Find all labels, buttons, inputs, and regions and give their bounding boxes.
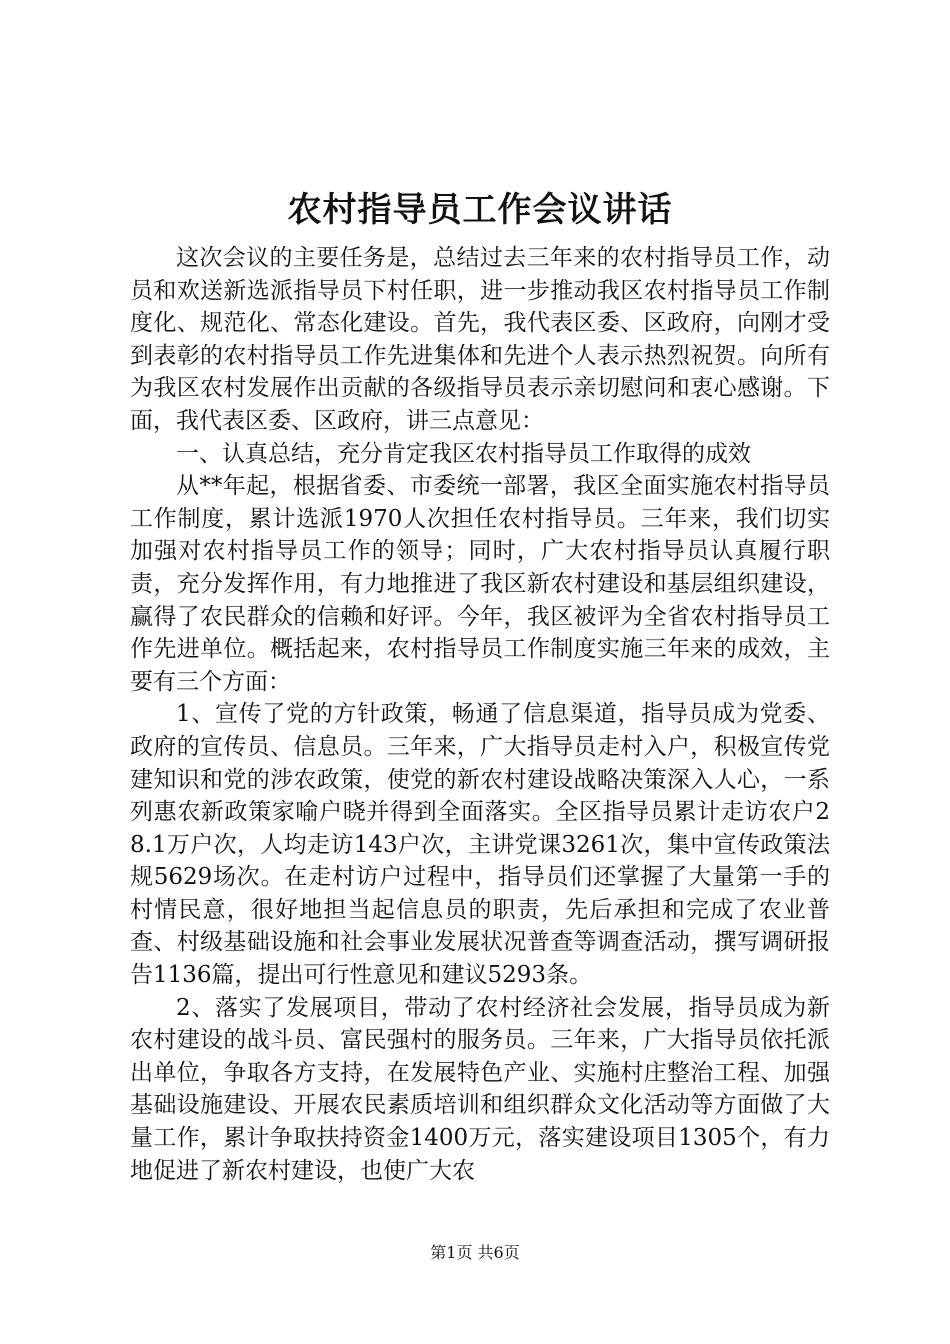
paragraph-achievements: 从**年起，根据省委、市委统一部署，我区全面实施农村指导员工作制度，累计选派1970人次担任农村指导员。三年来，我们切实加强对农村指导员工作的领导；同时，广大农村指导员认真履行职责，充分发挥作用，有力地推进了我区新农村建设和基层组织建设，赢得了农民群众的信赖和好评。今年，我区被评为全省农村指导员工作先进单位。概括起来，农村指导员工作制度实施三年来的成效，主要有三个方面： — [130, 473, 830, 695]
page-number-footer: 第1页 共6页 — [430, 1243, 520, 1262]
paragraph-section-heading: 一、认真总结，充分肯定我区农村指导员工作取得的成效 — [176, 440, 751, 467]
document-page — [130, 180, 830, 1187]
paragraph-point-2: 2、落实了发展项目，带动了农村经济社会发展，指导员成为新农村建设的战斗员、富民强村的服务员。三年来，广大指导员依托派出单位，争取各方支持，在发展特色产业、实施村庄整治工程、加强基础设施建设、开展农民素质培训和组织群众文化活动等方面做了大量工作，累计争取扶持资金1400万元，落实建设项目1305个，有力地促进了新农村建设，也使广大农 — [130, 994, 830, 1184]
paragraph-intro: 这次会议的主要任务是，总结过去三年来的农村指导员工作，动员和欢送新选派指导员下村任职，进一步推动我区农村指导员工作制度化、规范化、常态化建设。首先，我代表区委、区政府，向刚才受到表彰的农村指导员工作先进集体和先进个人表示热烈祝贺。向所有为我区农村发展作出贡献的各级指导员表示亲切慰问和衷心感谢。下面，我代表区委、区政府，讲三点意见： — [130, 245, 830, 434]
paragraph-point-1: 1、宣传了党的方针政策，畅通了信息渠道，指导员成为党委、政府的宣传员、信息员。三年来，广大指导员走村入户，积极宣传党建知识和党的涉农政策，使党的新农村建设战略决策深入人心，一系列惠农新政策家喻户晓并得到全面落实。全区指导员累计走访农户28.1万户次，人均走访143户次，主讲党课3261次，集中宣传政策法规5629场次。在走村访户过程中，指导员们还掌握了大量第一手的村情民意，很好地担当起信息员的职责，先后承担和完成了农业普查、村级基础设施和社会事业发展状况普查等调查活动，撰写调研报告1136篇，提出可行性意见和建议5293条。 — [130, 701, 830, 989]
document-title: 农村指导员工作会议讲话 — [287, 190, 673, 230]
